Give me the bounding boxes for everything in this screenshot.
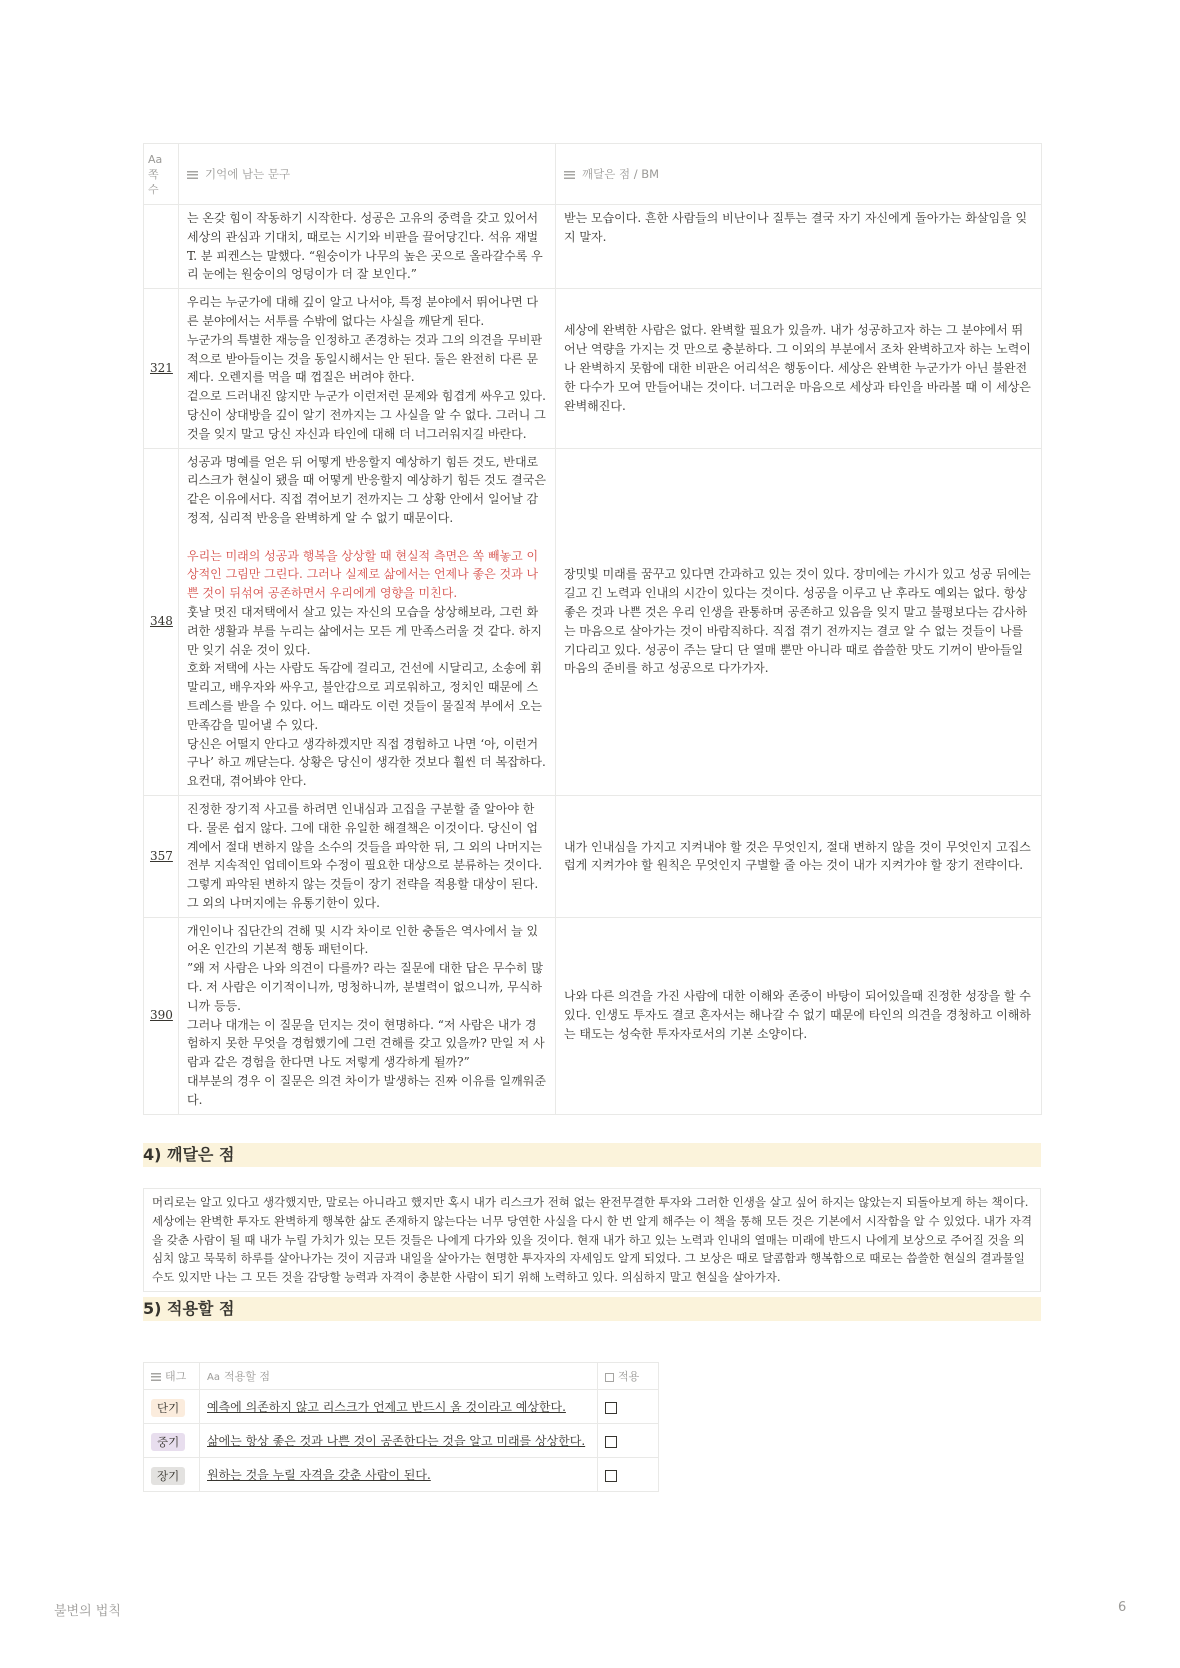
page-number-cell	[144, 205, 179, 289]
quote-cell	[179, 448, 556, 795]
page-number-cell	[144, 917, 179, 1114]
quote-cell	[179, 917, 556, 1114]
quotes-table-header	[144, 144, 1042, 205]
item-cell	[200, 1424, 598, 1458]
apply-cell	[598, 1390, 659, 1424]
tag-badge[interactable]: 장기	[151, 1467, 185, 1485]
page-column-header[interactable]	[144, 144, 179, 205]
quote-text: 그러나 대개는 이 질문을 던지는 것이 현명하다. “저 사람은 내가 경험하지 못한 무엇을 경험했기에 그런 견해를 갖고 있을까? 만일 저 사람과 같은 경험을 한다면 나도 저렇게 생각하게 될까?”	[187, 1017, 545, 1070]
apply-table-header	[144, 1363, 659, 1390]
table-row	[144, 795, 1042, 917]
quote-text: 개인이나 집단간의 견해 및 시각 차이로 인한 충돌은 역사에서 늘 있어온 인간의 기본적 행동 패턴이다.	[187, 923, 539, 957]
quote-text: 겉으로 드러내진 않지만 누군가 이런저런 문제와 힘겹게 싸우고 있다. 당신이 상대방을 깊이 알기 전까지는 그 사실을 알 수 없다. 그러니 그것을 잊지 말고 당신 자신과 타인에 대해 더 너그러워지길 바란다.	[187, 389, 546, 441]
insight-text: 세상에 완벽한 사람은 없다. 완벽할 필요가 있을까. 내가 성공하고자 하는 그 분야에서 뛰어난 역량을 가지는 것 만으로 충분하다. 그 이외의 부분에서 조차 완벽하고자 하는 노력이나 완벽하지 못함에 대한 비판은 어리석은 행동이다. 세상은 완벽한 누군가가 아닌 불완전한 다수가 모여 만들어내는 것이다. 너그러운 마음으로 세상과 타인을 바라볼 때 이 세상은 완벽해진다.	[564, 323, 1031, 413]
quote-text: 당신은 어떨지 안다고 생각하겠지만 직접 경험하고 나면 ‘아, 이런거구나’ 하고 깨닫는다. 상황은 당신이 생각한 것보다 훨씬 더 복잡하다. 요컨대, 겪어봐야 안다.	[187, 736, 546, 789]
table-row	[144, 205, 1042, 289]
tag-cell	[144, 1390, 200, 1424]
insight-column-header[interactable]	[556, 144, 1042, 205]
apply-cell	[598, 1424, 659, 1458]
quote-column-label: 기억에 남는 문구	[205, 167, 291, 181]
table-row	[144, 1390, 659, 1424]
insights-callout	[143, 1188, 1041, 1292]
insights-body: 머리로는 알고 있다고 생각했지만, 말로는 아니라고 했지만 혹시 내가 리스크가 전혀 없는 완전무결한 투자와 그러한 인생을 살고 싶어 하지는 않았는지 되돌아보게 하는 책이다. 세상에는 완벽한 투자도 완벽하게 행복한 삶도 존재하지 않는다는 너무 당연한 사실을 다시 한 번 알게 해주는 이 책을 통해 모든 것은 기본에서 시작함을 알 수 있었다. 내가 자격을 갖춘 사람이 될 때 내가 누릴 가치가 있는 모든 것들은 나에게 다가와 있을 것이다. 현재 내가 하고 있는 노력과 인내의 열매는 미래에 반드시 나에게 보상으로 주어질 것을 의심치 않고 묵묵히 하루를 살아나가는 것이 지금과 내일을 살아가는 현명한 투자자의 자세임도 알게 되었다. 그 보상은 때로 달콤함과 행복함으로 때로는 씁쓸한 현실의 결과물일 수도 있지만 나는 그 모든 것을 감당할 능력과 자격이 충분한 사람이 되기 위해 노력하고 있다. 의심하지 말고 현실을 살아가자.	[152, 1195, 1032, 1285]
tag-column-label: 태그	[165, 1370, 187, 1383]
insight-text: 나와 다른 의견을 가진 사람에 대한 이해와 존중이 바탕이 되어있을때 진정한 성장을 할 수 있다. 인생도 투자도 결코 혼자서는 해나갈 수 없기 때문에 타인의 의견을 경청하고 이해하는 태도는 성숙한 투자자로서의 기본 소양이다.	[564, 989, 1031, 1042]
page-number-link[interactable]: 390	[150, 1008, 173, 1023]
page-number-link[interactable]: 348	[150, 614, 173, 629]
quote-text: 는 온갖 힘이 작동하기 시작한다. 성공은 고유의 중력을 갖고 있어서 세상의 관심과 기대치, 때로는 시기와 비판을 끌어당긴다. 석유 재벌 T. 분 피켄스는 말했다. “원숭이가 나무의 높은 곳으로 올라갈수록 우리 눈에는 원숭이의 엉덩이가 더 잘 보인다.”	[187, 211, 543, 282]
insight-text: 장밋빛 미래를 꿈꾸고 있다면 간과하고 있는 것이 있다. 장미에는 가시가 있고 성공 뒤에는 길고 긴 노력과 인내의 시간이 있다는 것이다. 성공을 이루고 난 후라도 예외는 없다. 항상 좋은 것과 나쁜 것은 우리 인생을 관통하며 공존하고 있음을 잊지 말고 불평보다는 감사하는 마음으로 살아가는 것이 바람직하다. 직접 겪기 전까지는 결코 알 수 없는 것들이 나를 기다리고 있다. 성공이 주는 달디 단 열매 뿐만 아니라 때로 씁쓸한 맛도 기꺼이 받아들일 마음의 준비를 하고 성공으로 다가가자.	[564, 567, 1031, 676]
blank-line	[187, 528, 547, 547]
table-row	[144, 1424, 659, 1458]
insight-text: 받는 모습이다. 흔한 사람들의 비난이나 질투는 결국 자기 자신에게 돌아가는 화살임을 잊지 말자.	[564, 211, 1028, 244]
section-heading-apply: 5) 적용할 점	[143, 1297, 1041, 1321]
quote-text: ”왜 저 사람은 나와 의견이 다를까? 라는 질문에 대한 답은 무수히 많다. 저 사람은 이기적이니까, 멍청하니까, 분별력이 없으니까, 무식하니까 등등.	[187, 961, 543, 1013]
text-lines-icon	[187, 171, 198, 179]
quote-cell	[179, 289, 556, 448]
item-link[interactable]: 삶에는 항상 좋은 것과 나쁜 것이 공존한다는 것을 알고 미래를 상상한다.	[207, 1434, 586, 1448]
quote-text: 우리는 누군가에 대해 깊이 알고 나서야, 특정 분야에서 뛰어나면 다른 분야에서는 서투를 수밖에 없다는 사실을 깨닫게 된다.	[187, 295, 539, 328]
footer-page-number: 6	[1118, 1600, 1127, 1615]
apply-cell	[598, 1458, 659, 1492]
item-cell	[200, 1390, 598, 1424]
apply-column-label: 적용	[618, 1370, 640, 1383]
tag-cell	[144, 1424, 200, 1458]
quote-text: 훗날 멋진 대저택에서 살고 있는 자신의 모습을 상상해보라, 그런 화려한 생활과 부를 누리는 삶에서는 모든 게 만족스러울 것 같다. 하지만 잊기 쉬운 것이 있다.	[187, 604, 542, 657]
quote-cell	[179, 795, 556, 917]
section-heading-insights: 4) 깨달은 점	[143, 1143, 1041, 1167]
text-lines-icon	[564, 171, 575, 179]
page-number-cell	[144, 448, 179, 795]
item-link[interactable]: 원하는 것을 누릴 자격을 갖춘 사람이 된다.	[207, 1468, 431, 1482]
tag-badge[interactable]: 단기	[151, 1399, 185, 1417]
insight-cell	[556, 448, 1042, 795]
page-number-link[interactable]: 321	[150, 360, 173, 375]
table-row	[144, 1458, 659, 1492]
apply-column-header[interactable]	[598, 1363, 659, 1390]
item-link[interactable]: 예측에 의존하지 않고 리스크가 언제고 반드시 올 것이라고 예상한다.	[207, 1400, 566, 1414]
apply-table	[143, 1362, 659, 1492]
quote-text: 호화 저택에 사는 사람도 독감에 걸리고, 건선에 시달리고, 소송에 휘말리고, 배우자와 싸우고, 불안감으로 괴로워하고, 정치인 때문에 스트레스를 받을 수 있다. 어느 때라도 이런 것들이 물질적 부에서 오는 만족감을 밀어낼 수 있다.	[187, 661, 542, 732]
insight-text: 내가 인내심을 가지고 지켜내야 할 것은 무엇인지, 절대 변하지 않을 것이 무엇인지 고집스럽게 지켜가야 할 원칙은 무엇인지 구별할 줄 아는 것이 내가 지켜가야 할 장기 전략이다.	[564, 839, 1031, 873]
text-property-icon: Aa	[148, 152, 163, 166]
apply-checkbox[interactable]	[605, 1436, 617, 1448]
page-column-label: 쪽수	[148, 167, 159, 196]
insight-cell	[556, 205, 1042, 289]
quote-column-header[interactable]	[179, 144, 556, 205]
quotes-table	[143, 143, 1042, 1115]
highlighted-quote-text: 우리는 미래의 성공과 행복을 상상할 때 현실적 측면은 쏙 빼놓고 이상적인 그림만 그린다. 그러나 실제로 삶에서는 언제나 좋은 것과 나쁜 것이 뒤섞여 공존하면서 우리에게 영향을 미친다.	[187, 548, 539, 601]
insight-cell	[556, 795, 1042, 917]
insight-cell	[556, 289, 1042, 448]
quote-text: 성공과 명예를 얻은 뒤 어떻게 반응할지 예상하기 힘든 것도, 반대로 리스크가 현실이 됐을 때 어떻게 반응할지 예상하기 힘든 것도 결국은 같은 이유에서다. 직접 겪어보기 전까지는 그 상황 안에서 일어날 감정적, 심리적 반응을 완벽하게 알 수 없기 때문이다.	[187, 454, 546, 525]
insight-cell	[556, 917, 1042, 1114]
tag-badge[interactable]: 중기	[151, 1433, 185, 1451]
item-cell	[200, 1458, 598, 1492]
tag-column-header[interactable]	[144, 1363, 200, 1390]
insight-column-label: 깨달은 점 / BM	[582, 167, 660, 181]
page-number-cell	[144, 289, 179, 448]
quote-text: 대부분의 경우 이 질문은 의견 차이가 발생하는 진짜 이유를 일깨워준다.	[187, 1074, 546, 1107]
checkbox-property-icon	[605, 1373, 614, 1382]
item-column-label: 적용할 점	[223, 1370, 270, 1383]
apply-checkbox[interactable]	[605, 1402, 617, 1414]
table-row	[144, 448, 1042, 795]
tag-cell	[144, 1458, 200, 1492]
quote-text: 진정한 장기적 사고를 하려면 인내심과 고집을 구분할 줄 알아야 한다. 물론 쉽지 않다. 그에 대한 유일한 해결책은 이것이다. 당신이 업계에서 절대 변하지 않을 소수의 것들을 파악한 뒤, 그 외의 나머지는 전부 지속적인 업데이트와 수정이 필요한 대상으로 분류하는 것이다. 그렇게 파악된 변하지 않는 것들이 장기 전략을 적용할 대상이 된다. 그 외의 나머지에는 유통기한이 있다.	[187, 801, 543, 910]
text-property-icon: Aa	[207, 1372, 220, 1383]
quote-cell	[179, 205, 556, 289]
page-number-link[interactable]: 357	[150, 848, 173, 863]
footer-book-title: 불변의 법칙	[54, 1604, 121, 1619]
multi-select-icon	[151, 1373, 161, 1381]
page-number-cell	[144, 795, 179, 917]
table-row	[144, 289, 1042, 448]
quote-text: 누군가의 특별한 재능을 인정하고 존경하는 것과 그의 의견을 무비판적으로 받아들이는 것을 동일시해서는 안 된다. 둘은 완전히 다른 문제다. 오렌지를 먹을 때 껍질은 버려야 한다.	[187, 332, 543, 385]
item-column-header[interactable]	[200, 1363, 598, 1390]
apply-checkbox[interactable]	[605, 1470, 617, 1482]
table-row	[144, 917, 1042, 1114]
